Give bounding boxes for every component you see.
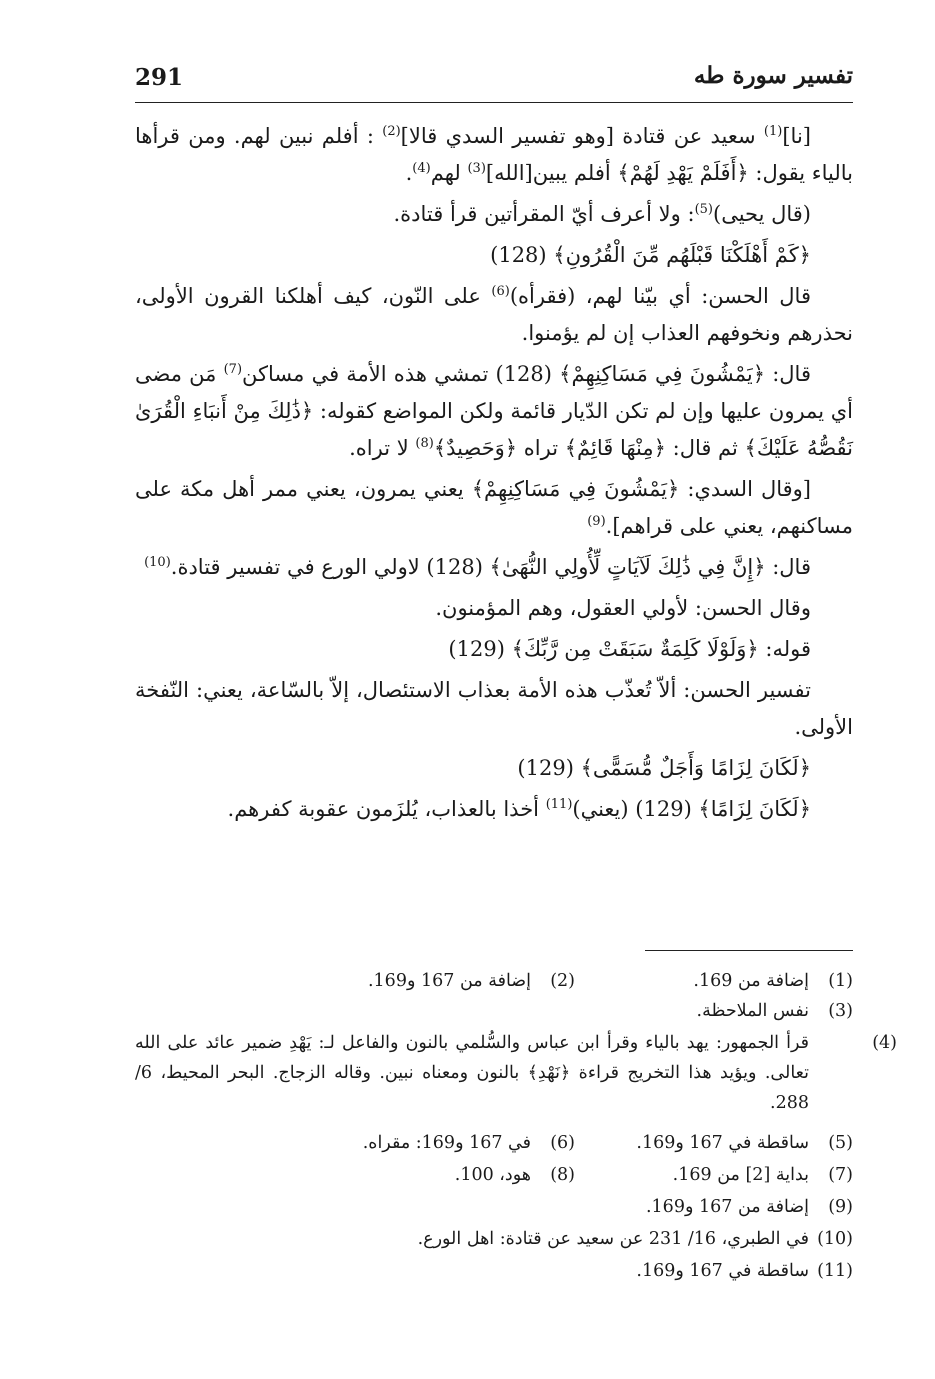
quran-verse-129a: قوله: ﴿وَلَوْلَا كَلِمَةٌ سَبَقَتْ مِن رَّبِّكَ﴾ (129) — [448, 637, 811, 661]
text: : أفلم نبين لهم. ومن قرأها بالياء يقول: ﴿أَفَلَمْ يَهْدِ لَهُمْ﴾ أفلم يبين[الله] — [135, 124, 853, 185]
footnote-ref: (5) — [694, 202, 713, 217]
footnote-number: (10) — [817, 1229, 853, 1249]
page-number: 291 — [135, 64, 184, 91]
text: قال: ﴿إِنَّ فِي ذَٰلِكَ لَآيَاتٍ لِّأُولِي النُّهَىٰ﴾ (128) لاولي الورع في تفسير قتادة. — [170, 555, 811, 579]
footnote-ref: (3) — [467, 161, 486, 176]
text: . — [405, 161, 413, 185]
footnote-text: ساقطة في 167 و169. — [636, 1133, 809, 1153]
footnote-text: نفس الملاحظة. — [696, 1001, 809, 1021]
footnote-text: إضافة من 167 و169. — [367, 971, 531, 991]
text: لا تراه. — [349, 436, 416, 460]
paragraph-hasan-2: وقال الحسن: لأولي العقول، وهم المؤمنون. — [435, 596, 811, 620]
footnote-ref: (10) — [144, 555, 171, 570]
footnote-text: هود، 100. — [454, 1165, 531, 1185]
text: قال: ﴿يَمْشُونَ فِي مَسَاكِنِهِمْ﴾ (128) تمشي هذه الأمة في مساكن — [242, 362, 811, 386]
quran-verse-129b: ﴿لَكَانَ لِزَامًا وَأَجَلٌ مُّسَمًّى﴾ (129) — [517, 756, 811, 780]
page-header — [135, 58, 853, 103]
text: سعيد عن قتادة [وهو تفسير السدي قالا] — [400, 124, 764, 148]
footnote-number: (9) — [828, 1197, 853, 1217]
paragraph-hasan-1 — [135, 278, 853, 352]
footnote-9 — [135, 1192, 853, 1222]
footnote-ref: (11) — [545, 797, 573, 812]
paragraph-suddi — [135, 471, 853, 545]
footnote-number: (5) — [828, 1133, 853, 1153]
footnote-10 — [135, 1224, 853, 1254]
footnote-ref: (6) — [491, 284, 510, 299]
footnote-divider — [645, 950, 853, 951]
footnote-number: (8) — [550, 1165, 575, 1185]
running-title: تفسير سورة طه — [693, 62, 853, 89]
footnote-text: في الطبري، 16/ 231 عن سعيد عن قتادة: اهل الورع. — [417, 1229, 809, 1249]
footnote-number: (3) — [828, 1001, 853, 1021]
text: : ولا أعرف أيّ المقرأتين قرأ قتادة. — [393, 202, 695, 226]
text: على النّون، كيف أهلكنا القرون الأولى، نحذرهم ونخوفهم العذاب إن لم يؤمنوا. — [135, 284, 853, 345]
footnote-text: قرأ الجمهور: يهد بالياء وقرأ ابن عباس والسُّلمي بالنون والفاعل لـ: يَهْدِ ضمير عائد على الله تعالى. ويؤيد هذا التخريج قراءة ﴿نَهْدِ﴾ بالنون ومعناه نبين. وقاله الزجاج. البحر المحيط، 6/ 288. — [135, 1033, 809, 1113]
text: [نا] — [782, 124, 811, 148]
footnote-8 — [275, 1160, 575, 1190]
footnote-ref: (7) — [223, 362, 243, 377]
footnote-3 — [135, 996, 853, 1026]
footnote-number: (6) — [550, 1133, 575, 1153]
quran-verse-128: ﴿كَمْ أَهْلَكْنَا قَبْلَهُم مِّنَ الْقُرُونِ﴾ (128) — [490, 243, 811, 267]
paragraph-lizam — [135, 791, 853, 828]
footnote-6 — [275, 1128, 575, 1158]
footnote-number: (7) — [828, 1165, 853, 1185]
footnote-11 — [135, 1256, 853, 1286]
footnote-2 — [275, 966, 575, 996]
footnote-ref: (4) — [412, 161, 431, 176]
paragraph-nuha — [135, 549, 853, 586]
footnote-number: (11) — [817, 1261, 853, 1281]
footnote-ref: (1) — [763, 124, 783, 139]
text: أخذا بالعذاب، يُلزَمون عقوبة كفرهم. — [227, 797, 546, 821]
paragraph-hasan-3: تفسير الحسن: ألاّ تُعذّب هذه الأمة بعذاب الاستئصال، إلاّ بالسّاعة، يعني: النّفخة الأولى. — [135, 678, 853, 739]
footnote-ref: (8) — [415, 436, 434, 451]
text: مَن مضى أي يمرون عليها وإن لم تكن الدّيار قائمة ولكن المواضع كقوله: ﴿ذَٰلِكَ مِنْ أَنبَاءِ الْقُرَىٰ نَقُصُّهُ عَلَيْكَ﴾ ثم قال: ﴿مِنْهَا قَائِمٌ﴾ تراه ﴿وَحَصِيدٌ﴾ — [135, 362, 853, 460]
text: (قال يحيى) — [713, 202, 811, 226]
text: لهم — [430, 161, 468, 185]
paragraph-1 — [135, 118, 853, 192]
text: [وقال السدي: ﴿يَمْشُونَ فِي مَسَاكِنِهِمْ﴾ يعني يمرون، يعني ممر أهل مكة على مساكنهم، يعني على قراهم]. — [135, 477, 853, 538]
text: ﴿لَكَانَ لِزَامًا﴾ (129) (يعني) — [572, 797, 811, 821]
footnote-number: (1) — [828, 971, 853, 991]
footnote-number: (2) — [550, 971, 575, 991]
paragraph-masakin — [135, 356, 853, 467]
text: قال الحسن: أي بيّنا لهم، (فقرأه) — [509, 284, 811, 308]
footnote-text: في 167 و169: مقراه. — [362, 1133, 531, 1153]
footnote-ref: (2) — [382, 124, 401, 139]
footnote-text: بداية [2] من 169. — [672, 1165, 809, 1185]
footnote-text: إضافة من 169. — [693, 971, 809, 991]
footnote-number: (4) — [872, 1033, 897, 1053]
main-text — [135, 118, 853, 828]
footnote-4 — [135, 1028, 897, 1118]
footnote-text: إضافة من 167 و169. — [645, 1197, 809, 1217]
paragraph-2 — [135, 196, 853, 233]
footnote-ref: (9) — [587, 514, 606, 529]
footnote-text: ساقطة في 167 و169. — [636, 1261, 809, 1281]
